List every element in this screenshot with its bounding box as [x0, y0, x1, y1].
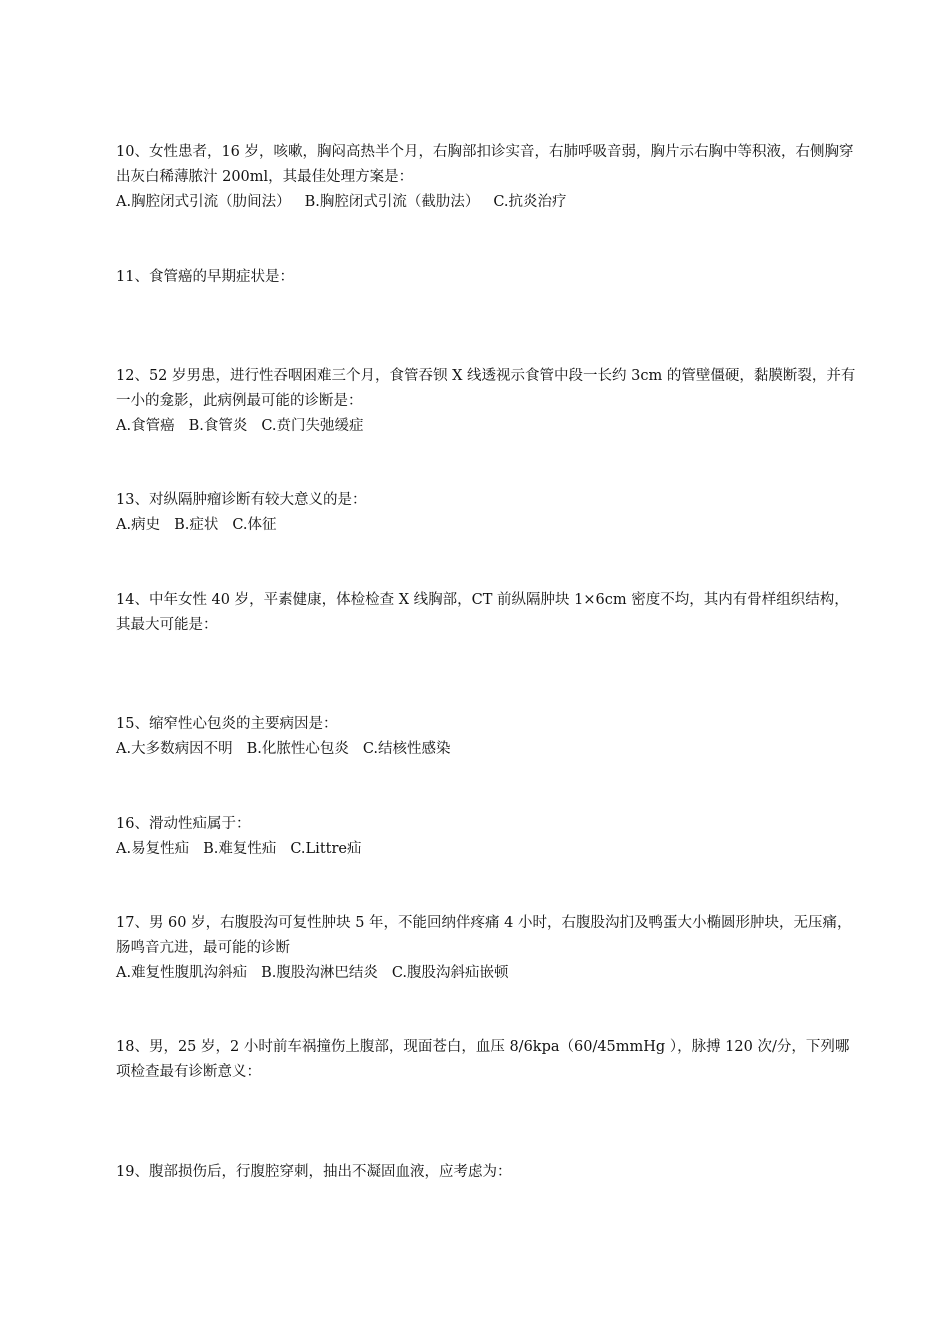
option-a: A.难复性腹肌沟斜疝 — [116, 965, 248, 981]
question-18 — [116, 1035, 856, 1085]
option-b: B.症状 — [174, 517, 219, 533]
option-b: B.难复性疝 — [203, 841, 277, 857]
option-c: C.抗炎治疗 — [493, 194, 567, 210]
option-c: C.体征 — [232, 517, 277, 533]
option-b: B.化脓性心包炎 — [246, 741, 349, 757]
question-stem: 15、缩窄性心包炎的主要病因是： — [116, 716, 338, 732]
option-a: A.病史 — [116, 517, 161, 533]
option-a: A.大多数病因不明 — [116, 741, 233, 757]
option-b: B.胸腔闭式引流（截肋法） — [304, 194, 480, 210]
option-c: C.结核性感染 — [362, 741, 451, 757]
question-options — [116, 837, 856, 862]
question-16 — [116, 812, 856, 862]
question-12 — [116, 364, 856, 439]
question-stem: 12、52 岁男患，进行性吞咽困难三个月，食管吞钡 X 线透视示食管中段一长约 3cm 的管壁僵硬，黏膜断裂，并有一小的龛影，此病例最可能的诊断是： — [116, 368, 856, 409]
option-a: A.易复性疝 — [116, 841, 190, 857]
question-13 — [116, 488, 856, 538]
question-options — [116, 190, 856, 215]
option-b: B.食管炎 — [188, 418, 248, 434]
question-options — [116, 961, 856, 986]
question-stem: 13、对纵隔肿瘤诊断有较大意义的是： — [116, 492, 367, 508]
question-stem: 14、中年女性 40 岁，平素健康，体检检查 X 线胸部，CT 前纵隔肿块 1×6cm 密度不均，其内有骨样组织结构，其最大可能是： — [116, 592, 849, 633]
option-c: C.Littre疝 — [290, 841, 362, 857]
question-stem: 18、男，25 岁，2 小时前车祸撞伤上腹部，现面苍白，血压 8/6kpa（60/45mmHg ），脉搏 120 次/分，下列哪项检查最有诊断意义： — [116, 1039, 850, 1080]
question-options — [116, 414, 856, 439]
option-b: B.腹股沟淋巴结炎 — [261, 965, 378, 981]
question-stem: 10、女性患者，16 岁，咳嗽，胸闷高热半个月，右胸部扣诊实音，右肺呼吸音弱，胸片示右胸中等积液，右侧胸穿出灰白稀薄脓汁 200ml，其最佳处理方案是： — [116, 144, 854, 185]
question-11 — [116, 265, 856, 290]
question-stem: 17、男 60 岁，右腹股沟可复性肿块 5 年，不能回纳伴疼痛 4 小时，右腹股沟扪及鸭蛋大小椭圆形肿块，无压痛，肠鸣音亢进，最可能的诊断 — [116, 915, 852, 956]
question-19 — [116, 1160, 856, 1185]
question-stem: 11、食管癌的早期症状是： — [116, 269, 294, 285]
question-14 — [116, 588, 856, 638]
question-options — [116, 513, 856, 538]
option-c: C.腹股沟斜疝嵌顿 — [391, 965, 509, 981]
question-10 — [116, 140, 856, 215]
option-a: A.食管癌 — [116, 418, 175, 434]
question-17 — [116, 911, 856, 986]
question-15 — [116, 712, 856, 762]
question-stem: 16、滑动性疝属于： — [116, 816, 251, 832]
question-options — [116, 737, 856, 762]
option-a: A.胸腔闭式引流（肋间法） — [116, 194, 291, 210]
question-stem: 19、腹部损伤后，行腹腔穿刺，抽出不凝固血液，应考虑为： — [116, 1164, 512, 1180]
option-c: C.贲门失弛缓症 — [261, 418, 364, 434]
